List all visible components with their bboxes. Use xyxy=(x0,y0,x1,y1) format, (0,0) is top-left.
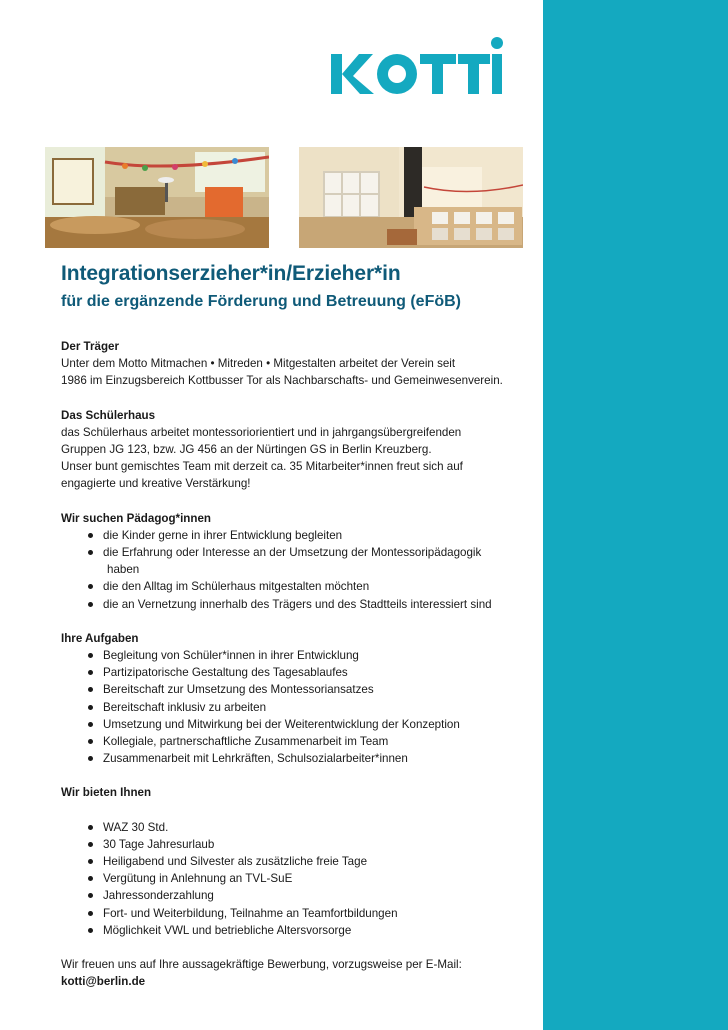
list-item: die Kinder gerne in ihrer Entwicklung begleiten xyxy=(61,527,531,544)
list-item: die an Vernetzung innerhalb des Trägers und des Stadtteils interessiert sind xyxy=(61,596,531,613)
text-line: Unser bunt gemischtes Team mit derzeit ca. 35 Mitarbeiter*innen freut sich auf xyxy=(61,460,463,474)
section-heading: Wir suchen Pädagog*innen xyxy=(61,511,211,525)
list-item: Vergütung in Anlehnung an TVL-SuE xyxy=(61,870,531,887)
list-item xyxy=(61,544,531,578)
list-item: Bereitschaft inklusiv zu arbeiten xyxy=(61,699,531,716)
list-item: Kollegiale, partnerschaftliche Zusammenarbeit im Team xyxy=(61,733,531,750)
accent-sidebar xyxy=(543,0,728,1030)
list-item: Partizipatorische Gestaltung des Tagesablaufes xyxy=(61,664,531,681)
list-item: Fort- und Weiterbildung, Teilnahme an Teamfortbildungen xyxy=(61,905,531,922)
section-heading: Der Träger xyxy=(61,340,119,353)
section-aufgaben xyxy=(61,630,531,768)
list-item: Begleitung von Schüler*innen in ihrer Entwicklung xyxy=(61,647,531,664)
list-item: Umsetzung und Mitwirkung bei der Weiterentwicklung der Konzeption xyxy=(61,716,531,733)
list-item-text: die Erfahrung oder Interesse an der Umsetzung der Montessoripädagogik xyxy=(103,546,482,560)
text-line: engagierte und kreative Verstärkung! xyxy=(61,477,251,491)
list-item: Jahressonderzahlung xyxy=(61,887,531,904)
text-line: Unter dem Motto Mitmachen • Mitreden • Mitgestalten arbeitet der Verein seit xyxy=(61,357,456,371)
section-bieten xyxy=(61,784,531,939)
list-item: Möglichkeit VWL und betriebliche Altersvorsorge xyxy=(61,922,531,939)
bullet-list xyxy=(61,647,531,767)
contact-email[interactable]: kotti@berlin.de xyxy=(61,975,146,989)
job-title: Integrationserzieher*in/Erzieher*in xyxy=(61,262,401,285)
list-item: 30 Tage Jahresurlaub xyxy=(61,836,531,853)
list-item: die den Alltag im Schülerhaus mitgestalten möchten xyxy=(61,578,531,595)
kotti-logo xyxy=(331,36,506,98)
closing xyxy=(61,956,531,990)
classroom-photo-right xyxy=(299,147,523,248)
list-item-continuation: haben xyxy=(107,563,140,577)
section-suchen xyxy=(61,510,531,613)
classroom-photo-left xyxy=(45,147,269,248)
section-heading: Ihre Aufgaben xyxy=(61,631,139,645)
job-description xyxy=(61,338,531,1008)
list-item: Heiligabend und Silvester als zusätzliche freie Tage xyxy=(61,853,531,870)
list-item: Bereitschaft zur Umsetzung des Montessoriansatzes xyxy=(61,681,531,698)
section-heading: Das Schülerhaus xyxy=(61,408,156,422)
list-item: Zusammenarbeit mit Lehrkräften, Schulsozialarbeiter*innen xyxy=(61,750,531,767)
text-line: 1986 im Einzugsbereich Kottbusser Tor als Nachbarschafts- und Gemeinwesenverein. xyxy=(61,374,503,388)
bullet-list xyxy=(61,527,531,613)
bullet-list xyxy=(61,819,531,939)
list-item: WAZ 30 Std. xyxy=(61,819,531,836)
job-subtitle: für die ergänzende Förderung und Betreuung (eFöB) xyxy=(61,293,461,310)
section-heading: Wir bieten Ihnen xyxy=(61,786,152,800)
kotti-logo-graphic xyxy=(331,36,506,98)
closing-text: Wir freuen uns auf Ihre aussagekräftige Bewerbung, vorzugsweise per E-Mail: xyxy=(61,958,462,972)
section-traeger xyxy=(61,338,531,390)
text-line: das Schülerhaus arbeitet montessoriorientiert und in jahrgangsübergreifenden xyxy=(61,425,462,439)
section-schuelerhaus xyxy=(61,407,531,493)
text-line: Gruppen JG 123, bzw. JG 456 an der Nürtingen GS in Berlin Kreuzberg. xyxy=(61,443,432,457)
